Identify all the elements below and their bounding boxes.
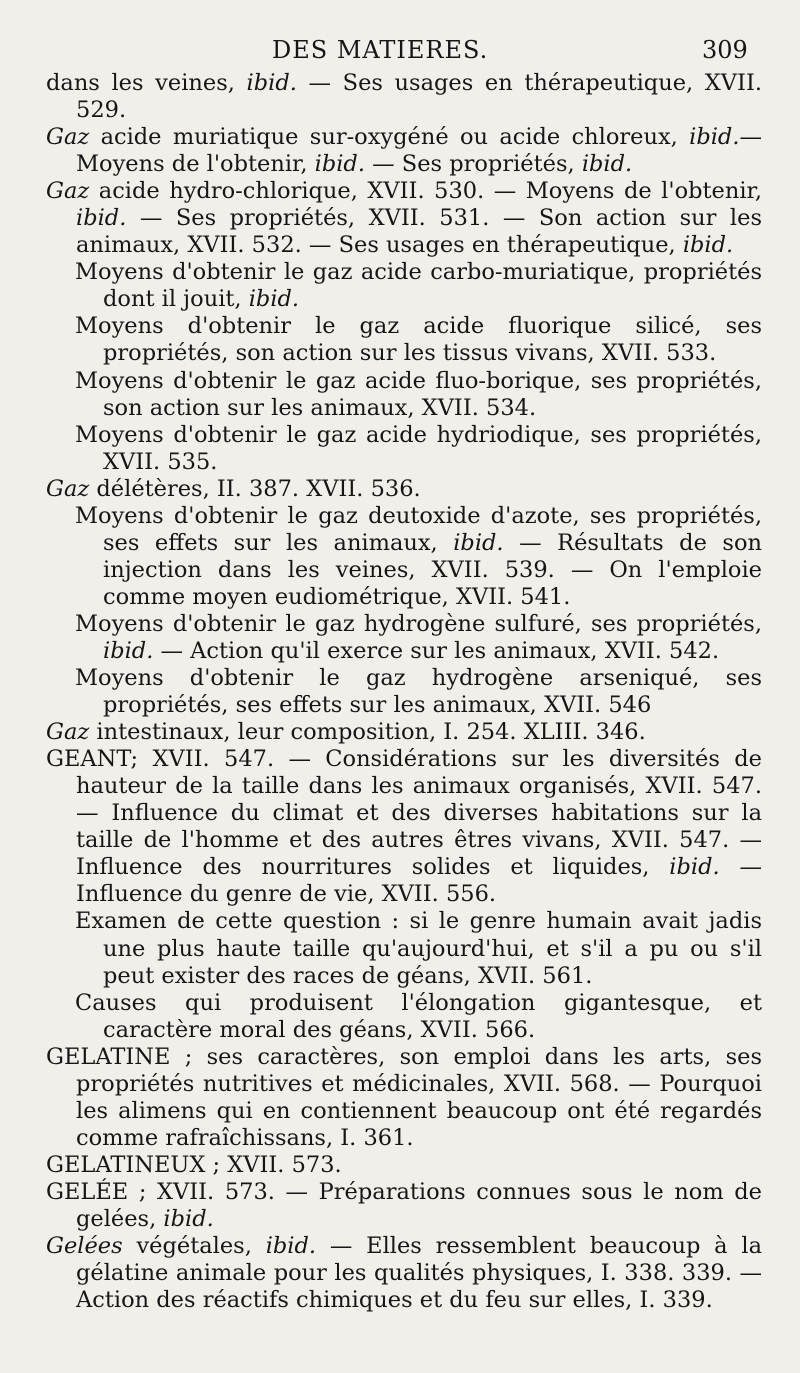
index-subentry xyxy=(46,368,762,422)
index-entry xyxy=(46,124,762,178)
index-subentry xyxy=(46,990,762,1044)
entry-headword: Gaz xyxy=(46,178,90,205)
index-entry xyxy=(46,746,762,908)
index-entry xyxy=(46,178,762,259)
index-entry xyxy=(46,1044,762,1152)
entry-text: Moyens d'obtenir le gaz acide hydriodique, ses propriétés, XVII. 535. xyxy=(75,421,762,475)
entry-text: Moyens d'obtenir le gaz deutoxide d'azote, ses propriétés, ses effets sur les animaux, ibid. — Résultats de son injection dans les veines, XVII. 539. — On l'emploie comme moyen eudiométrique, XVII. 541. xyxy=(75,502,762,610)
index-subentry xyxy=(46,665,762,719)
index-subentry xyxy=(46,503,762,611)
entry-headword: GELÉE xyxy=(46,1178,129,1205)
entry-headword: Gaz xyxy=(46,475,90,502)
index-entry xyxy=(46,1179,762,1233)
entry-text: Moyens d'obtenir le gaz hydrogène sulfuré, ses propriétés, ibid. — Action qu'il exerce sur les animaux, XVII. 542. xyxy=(75,610,762,664)
entry-text: Causes qui produisent l'élongation gigantesque, et caractère moral des géans, XVII. 566. xyxy=(75,989,762,1043)
index-subentry xyxy=(46,259,762,313)
entry-text: végétales, ibid. — Elles ressemblent beaucoup à la gélatine animale pour les qualités physiques, I. 338. 339. — Action des réactifs chimiques et du feu sur elles, I. 339. xyxy=(76,1233,763,1314)
running-title: DES MATIERES. xyxy=(272,36,489,64)
entry-headword: Gaz xyxy=(46,124,90,151)
page-number: 309 xyxy=(702,36,748,64)
index-subentry xyxy=(46,611,762,665)
index-entry xyxy=(46,70,762,124)
entry-text: Moyens d'obtenir le gaz acide fluorique silicé, ses propriétés, son action sur les tissus vivans, XVII. 533. xyxy=(75,313,762,367)
entry-headword: Gelées xyxy=(46,1233,123,1260)
entry-text: intestinaux, leur composition, I. 254. XLIII. 346. xyxy=(89,719,646,746)
entry-text: ; ses caractères, son emploi dans les arts, ses propriétés nutritives et médicinales, XVII. 568. — Pourquoi les alimens qui en contiennent beaucoup ont été regardés comme rafraîchissans, I. 361. xyxy=(76,1043,762,1151)
entry-text: Moyens d'obtenir le gaz acide carbo-muriatique, propriétés dont il jouit, ibid. xyxy=(75,259,762,313)
entry-headword: Gaz xyxy=(46,719,90,746)
index-entry xyxy=(46,719,762,746)
entry-text: délétères, II. 387. XVII. 536. xyxy=(89,475,421,502)
entry-text: ; XVII. 573. — Préparations connues sous le nom de gelées, ibid. xyxy=(76,1178,762,1232)
entry-headword: GEANT xyxy=(46,746,131,773)
entry-text: acide hydro-chlorique, XVII. 530. — Moyens de l'obtenir, ibid. — Ses propriétés, XVII. 531. — Son action sur les animaux, XVII. 532. — Ses usages en thérapeutique, ibid. xyxy=(76,178,762,259)
entry-headword: GELATINEUX xyxy=(46,1151,206,1178)
index-subentry xyxy=(46,908,762,989)
index-entries xyxy=(46,70,762,1314)
entry-text: ; XVII. 573. xyxy=(205,1151,342,1178)
entry-headword: GELATINE xyxy=(46,1043,171,1070)
entry-text: Moyens d'obtenir le gaz acide fluo-borique, ses propriétés, son action sur les animaux, XVII. 534. xyxy=(75,367,762,421)
index-entry xyxy=(46,1152,762,1179)
index-entry xyxy=(46,476,762,503)
entry-text: ; XVII. 547. — Considérations sur les diversités de hauteur de la taille dans les animaux organisés, XVII. 547. — Influence du climat et des diverses habitations sur la taille de l'homme et des autres êtres vivans, XVII. 547. — Influence des nourritures solides et liquides, ibid. — Influence du genre de vie, XVII. 556. xyxy=(76,746,762,908)
index-subentry xyxy=(46,313,762,367)
index-subentry xyxy=(46,422,762,476)
entry-text: acide muriatique sur-oxygéné ou acide chloreux, ibid.— Moyens de l'obtenir, ibid. — Ses propriétés, ibid. xyxy=(76,124,762,178)
entry-text: Moyens d'obtenir le gaz hydrogène arseniqué, ses propriétés, ses effets sur les animaux, XVII. 546 xyxy=(75,665,762,719)
index-entry xyxy=(46,1233,762,1314)
page-header xyxy=(0,30,800,70)
entry-text: dans les veines, ibid. — Ses usages en thérapeutique, XVII. 529. xyxy=(46,70,762,124)
entry-text: Examen de cette question : si le genre humain avait jadis une plus haute taille qu'aujourd'hui, et s'il a pu ou s'il peut exister des races de géans, XVII. 561. xyxy=(75,908,762,989)
